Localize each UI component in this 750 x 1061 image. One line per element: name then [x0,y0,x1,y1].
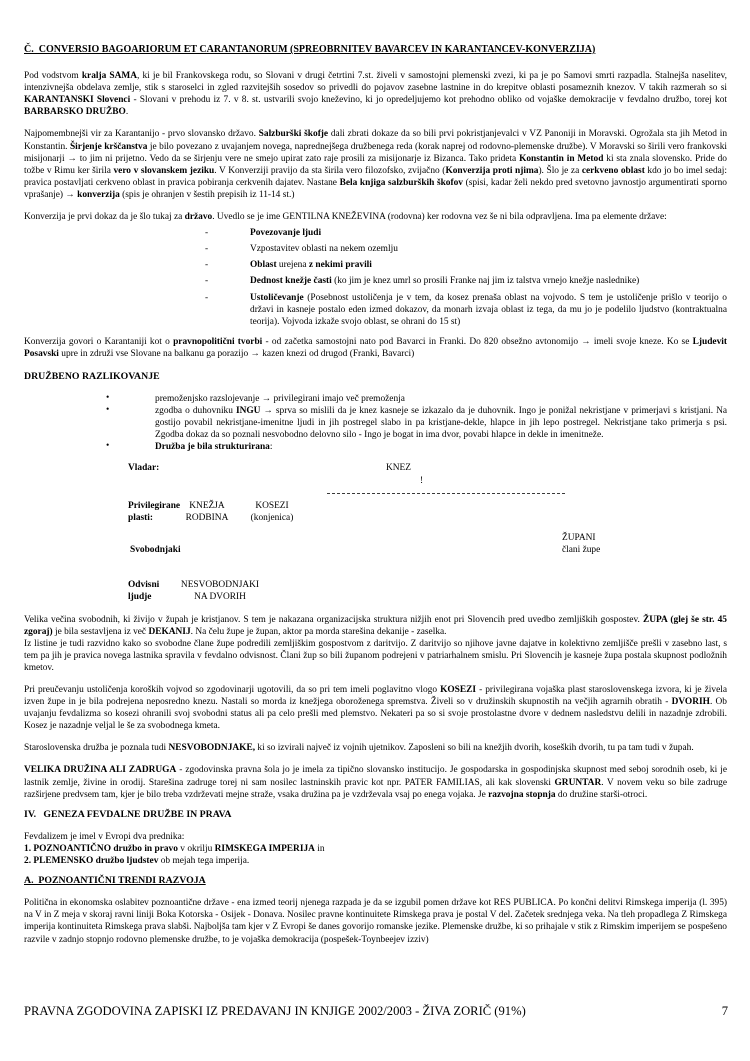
list-item-text: Družba je bila strukturirana: [155,442,273,453]
bullet-marker: • [106,393,110,404]
bullet-marker: • [106,405,110,416]
para-poznoanticna-oslabitev: Politična in ekonomska oslabitev poznoantične države - ena izmed teorij njenega razpada je da se izgubil pomen države kot RES PUBLICA. Po končni delitvi Rimskega imperija (l. 395) na V in Z meja v skoraj ravni liniji Boka Kotorska - Osijek - Donava. Nosilec pravne kontinuitete Rimskega prava je postal V del. Začetek srednjega veka. Na tleh propadlega Z Rimskega imperija kontinuiteta Rimskega prava slabši. Najboljša tam kjer v Z Evropi še danes govorijo romanske jezike. Plemenske družbe, ki so prihajale v stik z Rimskim imperijem se pospešeno razvile v zadnjo stopnjo rodovno plemenske družbe, to je vojaška demokracija (pospešek-Toynbeejev izziv) [24,898,727,945]
para-kosezi-vloga: Pri preučevanju ustoličenja koroških vojvod so zgodovinarji ugotovili, da so pri tem imeli poglavitno vlogo KOSEZI - privilegirana vojaška plast staroslovenskega izvora, ki je živela izven župe in je bila podrejena neposredno knezu. Nastali so morda iz knežjega oboroženega spremstva. Živeli so v družinskih skupnostih na večjih agrarnih obratih - DVORIH. Ob uvajanju fevdalizma so kosezi ohranili svoj svobodni status ali pa celo prešli med plemstvo. Nekateri pa so si svoje prostolastne dvore v dednem nasledstvu delili in nazadnje zdrobili. Kosez je nazadnje veljal le še za svobodnega kmeta. [24,685,727,732]
para-kralj-samo: Pod vodstvom kralja SAMA, ki je bil Frankovskega rodu, so Slovani v drugi četrtini 7.st. živeli v samostojni plemenski zvezi, ki pa je po Samovi smrti razpadla. Stalnejša naselitev, intenzivnejša obdelava zemlje, stik s staroselci in zgled razvitejših sosedov so privedli do pojavov zasebne lastnine in do krepitve oblasti posameznih knezov. V takih razmerah so si KARANTANSKI Slovenci - Slovani v prehodu iz 7. v 8. st. ustvarili svojo kneževino, ki jo opredeljujemo kot prehodno obliko od vojaške demokracije v fevdalno družbo, torej kot BARBARSKO DRUŽBO. [24,71,727,118]
footer-title: PRAVNA ZGODOVINA ZAPISKI IZ PREDAVANJ IN KNJIGE 2002/2003 - ŽIVA ZORIČ (91%) [24,1004,526,1018]
heading-druzbeno-razlikovanje: DRUŽBENO RAZLIKOVANJE [24,370,160,382]
diagram-knez: KNEZ [386,462,411,473]
diagram-nesvobodnjaki: NESVOBODNJAKI NA DVORIH [180,579,260,602]
dash-marker: - [205,292,209,303]
diagram-knezja-rodbina: KNEŽJA RODBINA [185,500,229,523]
list-item-text: Vzpostavitev oblasti na nekem ozemlju [250,244,398,255]
para-prednik-1: 1. POZNOANTIČNO družbo in pravo v okrilju RIMSKEGA IMPERIJA in [24,843,325,854]
list-state-elements [24,227,727,328]
para-prednik-2: 2. PLEMENSKO družbo ljudstev ob mejah tega imperija. [24,856,250,867]
list-item [24,243,727,255]
para-fevdalizem-predniki: Fevdalizem je imel v Evropi dva prednika: [24,831,185,842]
dash-marker: - [205,260,209,271]
diagram-divider-line [327,493,565,494]
diagram-kosezi: KOSEZI (konjenica) [250,500,294,523]
para-pravnopoliticna-tvorba: Konverzija govori o Karantaniji kot o pravnopolitični tvorbi - od začetka samostojni nato pod Bavarci in Franki. Do 820 obsežno avtonomijo → imeli svoje kneze. Ko se Ljudevit Posavski upre in združi vse Slovane na balkanu ga porazijo → kazen knezi od drugod (Franki, Bavarci) [24,336,727,359]
page-footer [24,1004,728,1019]
list-item-text: Dednost knežje časti (ko jim je knez umrl so prosili Franke naj jim iz talstva vrnejo knežje naslednike) [250,276,640,287]
list-item-text: Ustoličevanje (Posebnost ustoličenja je v tem, da kosez prenaša oblast na vojvodo. S tem je ustoličenje prišlo v teorijo o državi in kasneje postalo eden izmed dokazov, da monarh izvaja oblast iz tega, da mu jo je podelilo ljudstvo (kontraktualna teorija). Vojvoda izkaže svojo oblast, se ohrani do 15 st) [250,292,727,327]
page-number: 7 [721,1004,728,1018]
dash-marker: - [205,228,209,239]
list-item-text: zgodba o duhovniku INGU → sprva so mislili da je knez kasneje se izkazalo da je duhovnik. Ingo je ponižal nekristjane v primerjavi s kristjani. Na gostijo povabil nekristjane-imenitne ljudi in jih postregel slabo in pa kristjane-dekle, hlapce in jih lepo postregel. Nekristjane tako primerja s psi. Zgodba dokaz da so poznali nesvobodno delovno silo - Ingo je bogat in ima dvor, povabi hlapce in dekle in imenitneže. [155,406,728,441]
list-item [24,275,727,287]
para-nesvobodnjaki: Staroslovenska družba je poznala tudi NESVOBODNJAKE, ki so izvirali največ iz vojnih ujetnikov. Zaposleni so bili na knežjih dvorih, koseških dvorih, tu pa tam tudi v župah. [24,743,694,754]
para-velika-druzina: VELIKA DRUŽINA ALI ZADRUGA - zgodovinska pravna šola jo je imela za tipično slovansko institucijo. Je gospodarska in gospodinjska skupnost med seboj sorodnih oseb, ki je lastnik zemlje, živine in orodij. Starešina zadruge torej ni sam nosilec lastninskih pravic kot npr. PATER FAMILIAS, ali kak slovenski GRUNTAR. V novem veku so bile zadruge razširjene predvsem tam, kjer je bilo treba vzdrževati mejne straže, vsaka družina pa je vzdrževala vsaj po enega vojaka. Je razvojna stopnja do družine starši-otroci. [24,765,728,800]
list-item [24,441,727,453]
diagram-down-arrow: ! [420,475,424,486]
diagram-svobodnjaki: Svobodnjaki [130,544,181,555]
diagram-label-odvisni: Odvisni ljudje [128,579,160,602]
diagram-label-privilegirane: Privilegirane plasti: [128,500,181,523]
list-razlikovanje [24,393,727,453]
list-item [24,292,727,328]
list-item [24,393,727,405]
dash-marker: - [205,244,209,255]
list-item-text: Povezovanje ljudi [250,228,322,239]
diagram-zupani: ŽUPANI člani župe [562,532,601,555]
para-gentilna-knezevina: Konverzija je prvi dokaz da je šlo tukaj za državo. Uvedlo se je ime GENTILNA KNEŽEVINA (rodovna) ker rodovna vez še ni bila odpravljena. Ima pa elemente države: [24,212,667,223]
list-item-text: premoženjsko razslojevanje → privilegirani imajo več premoženja [155,394,405,405]
social-structure-diagram [24,460,727,606]
document-title: Č. CONVERSIO BAGOARIORUM ET CARANTANORUM (SPREOBRNITEV BAVARCEV IN KARANTANCEV-KONVERZIJA) [24,44,596,55]
para-zupa: Velika večina svobodnih, ki živijo v župah je kristjanov. S tem je nakazana organizacijska struktura nižjih enot pri Slovencih pred uvedbo zemljiških gospostev. ŽUPA (glej še str. 45 zgoraj) je bila sestavljena iz več DEKANIJ. Na čelu župe je župan, aktor pa morda starešina dekanije - zaselka. [24,614,727,637]
para-konverzija-vir: Najpomembnejši vir za Karantanijo - prvo slovansko državo. Salzburški škofje dali zbrati dokaze da so bili prvi pokristjanjevalci v VZ Panoniji in Moravski. Ogrožala sta jih Metod in Konstantin. Širjenje krščanstva je bilo povezano z uvajanjem novega, naprednejšega družbenega reda (korak naprej od rodovno-plemenske družbe). V Moravski so širili vero frankovski misijonarji → to jim ni prijetno. Vedo da se širjenju vere ne smejo upirat zato raje prosili za misijonarje iz Bizanca. Tako prideta Konstantin in Metod ki sta znala slovensko. Pride do tožbe v Rimu ker širila vero v slovanskem jeziku. V Konverziji pravijo da sta širila vero filozofsko, zvijačno (Konverzija proti njima). Šlo je za cerkveno oblast kdo jo bo imel sedaj: pravica postavljati cerkveno oblast in pravica pobiranja cerkvenih dajatev. Nastane Bela knjiga salzburških škofov (spisi, kadar želi nekdo pred svetovno javnostjo argumentirati sporno vprašanje) → konverzija (spis je ohranjen v šestih prepisih iz 11-14 st.) [24,129,728,200]
bullet-marker: • [106,441,110,452]
diagram-label-vladar: Vladar: [128,462,160,473]
para-iz-listine: Iz listine je tudi razvidno kako so svobodne člane župe podredili zemljiškim gospostvom z daritvijo. Z daritvijo so njihove javne dajatve in kolektivno zemljišče prešli v zasebno last, s tem pa jih je pravica novega lastnika spravila v fevdalno odvisnost. Člani žup so bili županom podrejeni v patriarhalnem smislu. Pri Slovencih je kasneje župa postala skupnost podložnih kmetov. [24,638,727,673]
list-item [24,259,727,271]
list-item [24,405,727,441]
list-item-text: Oblast urejena z nekimi pravili [250,260,372,271]
heading-geneza-fevdalne: IV. GENEZA FEVDALNE DRUŽBE IN PRAVA [24,808,232,820]
dash-marker: - [205,276,209,287]
list-item [24,227,727,239]
heading-poznoanticni-trendi: A. POZNOANTIČNI TRENDI RAZVOJA [24,875,206,887]
